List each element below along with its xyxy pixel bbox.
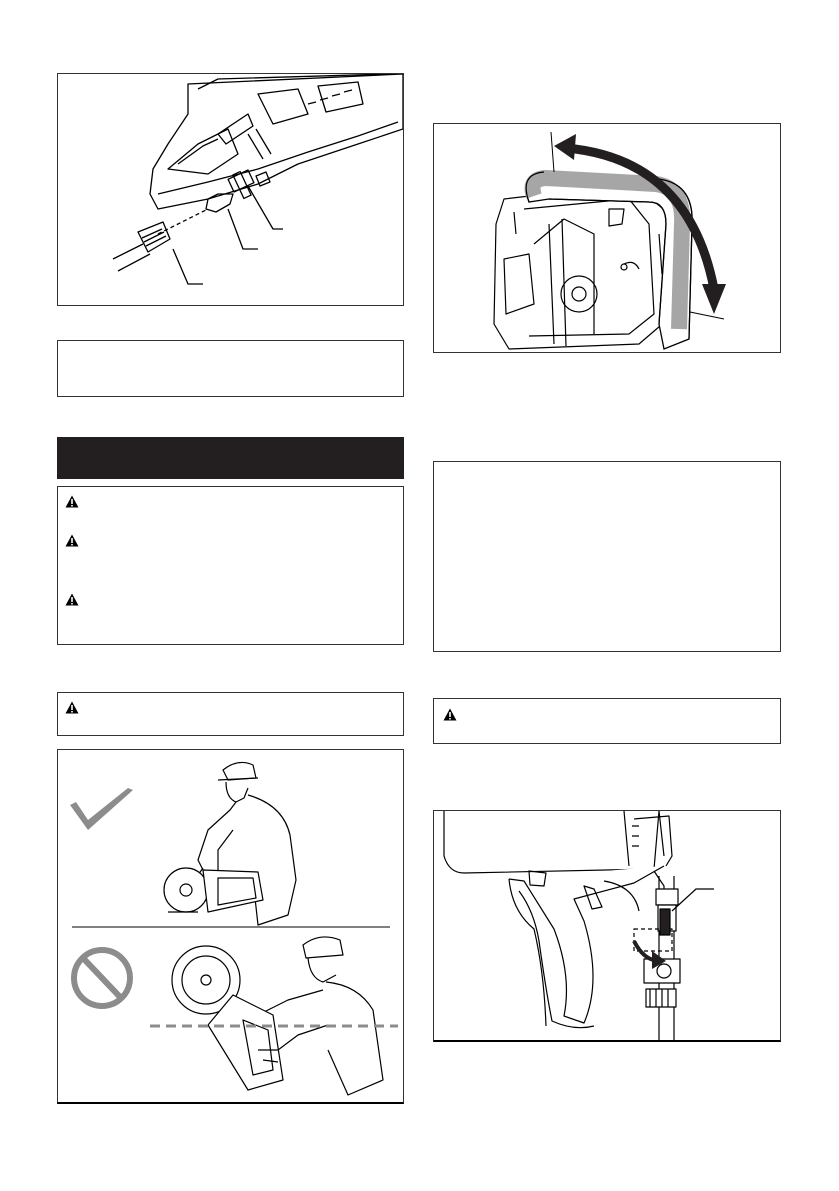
hose-connection-icon — [58, 74, 404, 306]
note-box — [57, 340, 404, 397]
section-heading-bar — [57, 437, 404, 479]
warning-triangle-icon — [65, 534, 79, 547]
cutting-posture-figure — [57, 749, 404, 1104]
handle-water-flow-icon — [434, 124, 781, 353]
hose-connection-figure — [57, 73, 404, 306]
warning-box-3 — [433, 698, 781, 744]
warning-triangle-icon — [443, 708, 457, 721]
check-mark-icon — [70, 788, 133, 830]
info-box — [433, 461, 781, 652]
warning-box-2 — [57, 692, 404, 736]
warning-triangle-icon — [65, 495, 79, 508]
warning-box — [57, 486, 404, 645]
water-valve-icon — [434, 811, 781, 1042]
water-valve-figure — [433, 810, 781, 1042]
prohibition-icon — [74, 950, 130, 1006]
cutting-posture-icon — [58, 750, 404, 1104]
warning-triangle-icon — [65, 701, 79, 714]
warning-triangle-icon — [65, 593, 79, 606]
handle-water-figure — [433, 123, 781, 353]
